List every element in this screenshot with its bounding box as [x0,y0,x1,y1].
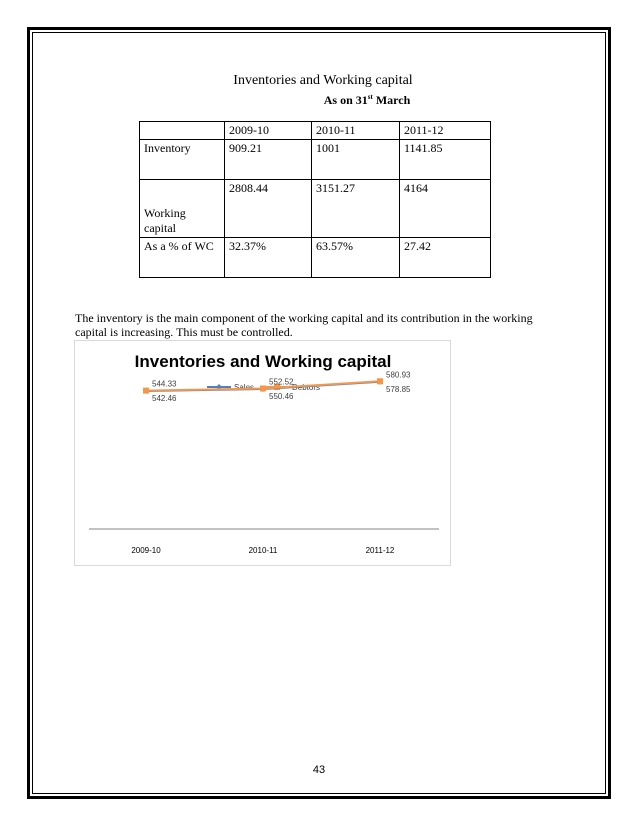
inventory-table [139,121,491,278]
data-point-debtors [260,386,266,392]
table-cell: 1001 [312,140,400,180]
body-paragraph: The inventory is the main component of the working capital and its contribution in the working capital is increasing. This must be controlled. [75,311,533,339]
legend-label-debtors: Debtors [292,383,321,392]
line-chart [74,340,451,566]
x-tick-label: 2009-10 [131,546,161,555]
table-cell: 63.57% [312,238,400,278]
legend-label-sales: Sales [234,383,255,392]
table-row [140,140,491,180]
data-label-sales: 542.46 [152,394,177,404]
table-header-cell: 2009-10 [225,122,312,140]
table-row [140,180,491,238]
table-corner-cell [140,122,225,140]
row-label: Working capital [140,180,225,238]
table-cell: 27.42 [400,238,491,278]
table-header-cell: 2010-11 [312,122,400,140]
table-cell: 32.37% [225,238,312,278]
row-label: As a % of WC [140,238,225,278]
x-tick-label: 2011-12 [365,546,395,555]
table-row [140,238,491,278]
table-cell: 1141.85 [400,140,491,180]
table-cell: 909.21 [225,140,312,180]
chart-canvas [75,341,452,567]
data-label-debtors: 552.52 [269,377,294,387]
table-cell: 4164 [400,180,491,238]
data-label-debtors: 580.93 [386,370,411,380]
data-point-debtors [377,378,383,384]
page-subtitle: As on 31st March [323,93,411,107]
chart-title: Inventories and Working capital [134,352,392,371]
table-header-row [140,122,491,140]
data-label-debtors: 544.33 [152,379,177,389]
data-label-sales: 578.85 [386,384,411,394]
data-point-debtors [143,388,149,394]
page-title: Inventories and Working capital [233,73,413,88]
data-label-sales: 550.46 [269,392,294,402]
page-number: 43 [312,764,326,776]
table-cell: 3151.27 [312,180,400,238]
row-label: Inventory [140,140,225,180]
table-header-cell: 2011-12 [400,122,491,140]
table-cell: 2808.44 [225,180,312,238]
x-tick-label: 2010-11 [248,546,278,555]
